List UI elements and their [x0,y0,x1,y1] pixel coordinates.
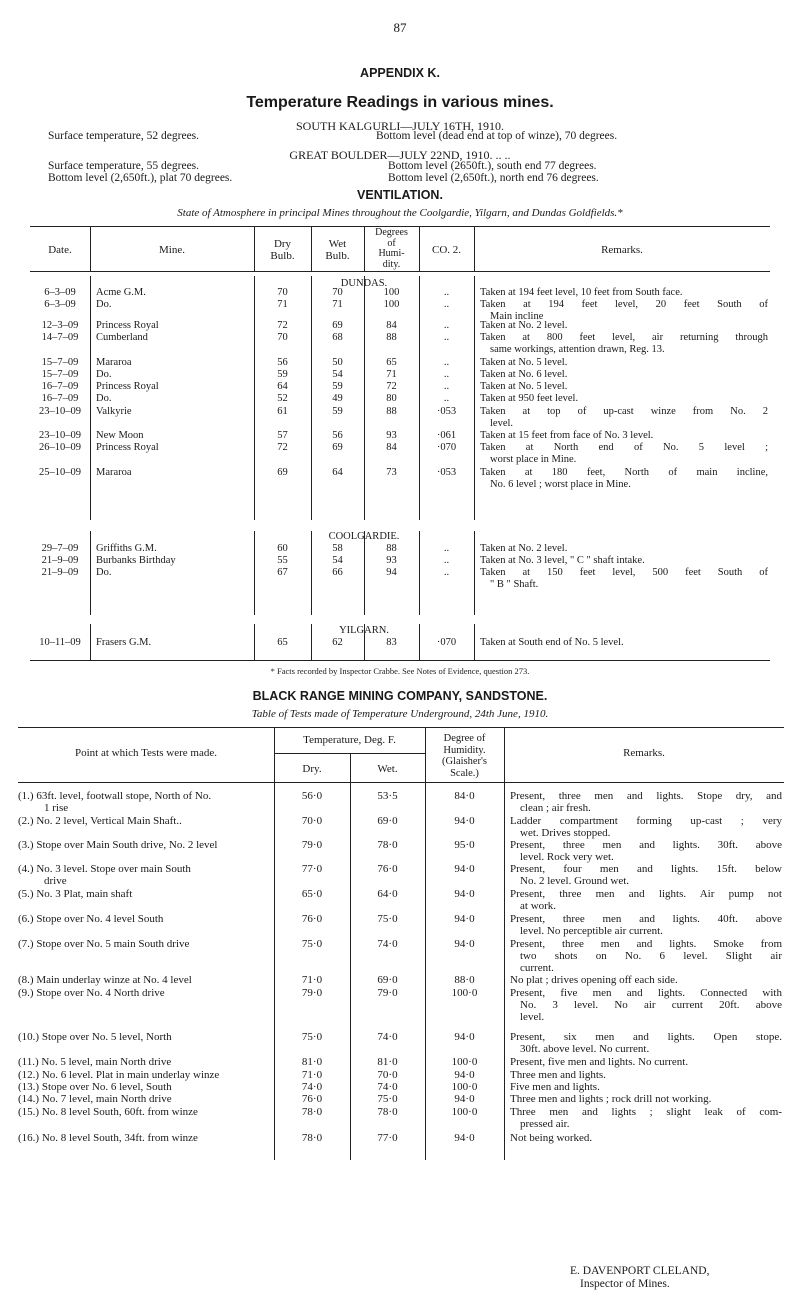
cell-remarks: Taken at 180 feet, North of main incline, No. 6 level ; worst place in Mine. [480,467,768,490]
cell-co2: .. [443,555,450,566]
black-range-subtitle: Table of Tests made of Temperature Underground, 24th June, 1910. [251,708,549,720]
cell-wet: 53·5 [377,790,398,802]
cell-wet: 81·0 [377,1056,398,1068]
cell-dry-bulb: 70 [277,287,288,298]
cell-dry: 77·0 [301,863,323,875]
cell-remarks: Taken at No. 5 level. [480,381,568,392]
page-title: Temperature Readings in various mines. [246,94,554,111]
cell-mine: Frasers G.M. [96,637,152,648]
cell-remarks: Present, four men and lights. 15ft. below No. 2 level. Ground wet. [510,863,782,887]
cell-wet-bulb: 56 [332,430,343,441]
cell-remarks: Taken at No. 5 level. [480,357,568,368]
cell-point: (3.) Stope over Main South drive, No. 2 level [18,839,218,851]
cell-humidity: 88 [386,543,397,554]
section-heading: COOLGARDIE. [328,531,400,542]
cell-humidity: 88 [386,332,397,343]
cell-mine: Mararoa [96,467,132,478]
cell-wet: 69·0 [377,974,398,986]
section-heading: DUNDAS. [340,278,388,289]
cell-wet: 69·0 [377,815,398,827]
cell-point: (12.) No. 6 level. Plat in main underlay winze [18,1069,220,1081]
south-kalgurli-surface: Surface temperature, 52 degrees. [48,130,200,142]
appendix-label: APPENDIX K. [360,66,440,80]
cell-remarks: Present, three men and lights. Smoke from two shots on No. 6 level. Slight air current. [510,938,782,974]
cell-co2: .. [443,287,450,298]
cell-remarks: Present, five men and lights. Connected with No. 3 level. No air current 20ft. above level. [510,987,782,1023]
cell-co2: .. [443,381,450,392]
cell-dry-bulb: 69 [277,467,288,478]
cell-humidity: 94·0 [454,888,475,900]
cell-date: 15–7–09 [41,369,79,380]
cell-humidity: 95·0 [454,839,475,851]
cell-humidity: 100 [383,299,400,310]
cell-point: (9.) Stope over No. 4 North drive [18,987,165,999]
cell-dry: 56·0 [301,790,323,802]
cell-humidity: 83 [386,637,397,648]
cell-dry-bulb: 61 [277,406,288,417]
cell-dry-bulb: 71 [277,299,288,310]
cell-co2: .. [443,299,450,310]
cell-wet-bulb: 68 [332,332,343,343]
cell-remarks: No plat ; drives opening off each side. [510,974,678,986]
cell-humidity: 100 [383,287,400,298]
cell-mine: Cumberland [96,332,148,343]
cell-mine: Do. [96,369,112,380]
cell-point: (11.) No. 5 level, main North drive [18,1056,172,1068]
cell-humidity: 84 [386,442,397,453]
cell-remarks: Present, three men and lights. Stope dry, and clean ; air fresh. [510,790,782,814]
cell-point: (6.) Stope over No. 4 level South [18,913,164,925]
cell-remarks: Taken at 950 feet level. [480,393,579,404]
cell-dry-bulb: 60 [277,543,288,554]
cell-humidity: 94·0 [454,1031,475,1043]
cell-remarks: Taken at 194 feet level, 10 feet from South face. [480,287,683,298]
cell-co2: ·053 [436,406,457,417]
cell-mine: Valkyrie [96,406,132,417]
cell-date: 14–7–09 [41,332,79,343]
cell-dry-bulb: 72 [277,442,288,453]
cell-mine: New Moon [96,430,144,441]
br-col-header-wet: Wet. [377,763,398,775]
cell-wet: 64·0 [377,888,398,900]
cell-dry: 71·0 [301,1069,323,1081]
cell-humidity: 71 [386,369,397,380]
cell-humidity: 94·0 [454,815,475,827]
cell-wet-bulb: 50 [332,357,343,368]
cell-wet-bulb: 62 [332,637,343,648]
cell-date: 6–3–09 [44,287,76,298]
cell-wet: 74·0 [377,938,398,950]
cell-wet: 74·0 [377,1031,398,1043]
great-boulder-bottom-plat: Bottom level (2,650ft.), plat 70 degrees. [48,172,233,184]
cell-co2: .. [443,369,450,380]
cell-humidity: 100·0 [451,1106,478,1118]
cell-dry-bulb: 57 [277,430,288,441]
cell-humidity: 72 [386,381,397,392]
cell-dry: 65·0 [301,888,323,900]
col-header-co2: CO. 2. [431,244,462,256]
cell-mine: Mararoa [96,357,132,368]
great-boulder-bottom-south: Bottom level (2650ft.), south end 77 degrees. [388,160,597,172]
cell-wet-bulb: 71 [332,299,343,310]
cell-date: 23–10–09 [39,406,81,417]
cell-wet-bulb: 69 [332,442,343,453]
cell-remarks: Taken at 15 feet from face of No. 3 level. [480,430,654,441]
signature-name: E. DAVENPORT CLELAND, [570,1265,710,1277]
br-col-header-point: Point at which Tests were made. [75,747,217,759]
cell-humidity: 80 [386,393,397,404]
page-number: 87 [393,20,407,35]
cell-mine: Princess Royal [96,442,159,453]
cell-point: (2.) No. 2 level, Vertical Main Shaft.. [18,815,182,827]
cell-wet-bulb: 58 [332,543,343,554]
cell-humidity: 73 [386,467,397,478]
br-col-header-remarks: Remarks. [623,747,665,759]
cell-mine: Princess Royal [96,381,159,392]
cell-mine: Griffiths G.M. [96,543,157,554]
cell-remarks: Taken at No. 2 level. [480,320,568,331]
cell-wet: 75·0 [377,1093,398,1105]
cell-mine: Do. [96,299,112,310]
cell-co2: ·061 [436,430,457,441]
cell-point: (7.) Stope over No. 5 main South drive [18,938,190,950]
cell-co2: .. [443,393,450,404]
cell-point: (15.) No. 8 level South, 60ft. from winze [18,1106,198,1118]
great-boulder-heading: GREAT BOULDER—JULY 22ND, 1910. .. .. [289,148,511,162]
cell-wet: 78·0 [377,839,398,851]
cell-remarks: Present, three men and lights. 40ft. above level. No perceptible air current. [510,913,782,937]
south-kalgurli-bottom: Bottom level (dead end at top of winze), 70 degrees. [376,130,618,142]
cell-humidity: 94·0 [454,1093,475,1105]
cell-date: 26–10–09 [39,442,81,453]
cell-date: 23–10–09 [39,430,81,441]
ventilation-subtitle: State of Atmosphere in principal Mines throughout the Coolgardie, Yilgarn, and Dundas Goldfields.* [177,207,623,219]
cell-dry-bulb: 65 [277,637,288,648]
cell-dry: 71·0 [301,974,323,986]
cell-dry-bulb: 70 [277,332,288,343]
cell-point: (8.) Main underlay winze at No. 4 level [18,974,192,986]
cell-dry-bulb: 64 [277,381,288,392]
cell-dry: 78·0 [301,1106,323,1118]
cell-humidity: 94·0 [454,863,475,875]
cell-co2: ·053 [436,467,457,478]
cell-humidity: 100·0 [451,987,478,999]
cell-humidity: 88·0 [454,974,475,986]
cell-humidity: 94 [386,567,397,578]
cell-remarks: Taken at South end of No. 5 level. [480,637,624,648]
cell-date: 25–10–09 [39,467,81,478]
cell-humidity: 100·0 [451,1081,478,1093]
cell-wet-bulb: 49 [332,393,343,404]
cell-mine: Princess Royal [96,320,159,331]
cell-dry-bulb: 67 [277,567,288,578]
cell-dry: 79·0 [301,987,323,999]
cell-wet-bulb: 69 [332,320,343,331]
cell-date: 15–7–09 [41,357,79,368]
cell-wet: 77·0 [377,1132,398,1144]
cell-dry-bulb: 56 [277,357,288,368]
cell-date: 6–3–09 [44,299,76,310]
cell-wet: 76·0 [377,863,398,875]
cell-remarks: Present, three men and lights. Air pump not at work. [510,888,782,912]
cell-humidity: 94·0 [454,938,475,950]
ventilation-heading: VENTILATION. [357,188,443,202]
cell-wet-bulb: 64 [332,467,343,478]
cell-dry: 75·0 [301,1031,323,1043]
col-header-dry-bulb: Dry Bulb. [270,238,295,262]
cell-remarks: Ladder compartment forming up-cast ; very wet. Drives stopped. [510,815,782,839]
cell-dry-bulb: 52 [277,393,288,404]
south-kalgurli-heading: SOUTH KALGURLI—JULY 16TH, 1910. [295,119,504,133]
cell-co2: ·070 [436,637,457,648]
cell-point: (13.) Stope over No. 6 level, South [18,1081,172,1093]
cell-point: (16.) No. 8 level South, 34ft. from winze [18,1132,198,1144]
cell-remarks: Taken at 800 feet level, air returning through same workings, attention drawn, Reg. 13. [480,332,768,355]
cell-humidity: 100·0 [451,1056,478,1068]
cell-wet: 70·0 [377,1069,398,1081]
cell-co2: .. [443,357,450,368]
cell-wet-bulb: 59 [332,406,343,417]
cell-dry: 75·0 [301,938,323,950]
black-range-heading: BLACK RANGE MINING COMPANY, SANDSTONE. [252,689,548,703]
cell-co2: ·070 [436,442,457,453]
signature-title: Inspector of Mines. [580,1278,670,1290]
cell-wet-bulb: 70 [332,287,343,298]
cell-remarks: Five men and lights. [510,1081,600,1093]
cell-mine: Do. [96,393,112,404]
cell-humidity: 94·0 [454,1132,475,1144]
great-boulder-bottom-north: Bottom level (2,650ft.), north end 76 degrees. [388,172,599,184]
cell-dry-bulb: 72 [277,320,288,331]
cell-remarks: Present, six men and lights. Open stope. 30ft. above level. No current. [510,1031,782,1055]
col-header-humidity: Degrees of Humi- dity. [375,227,408,270]
cell-dry: 70·0 [301,815,323,827]
cell-wet-bulb: 54 [332,555,343,566]
cell-remarks: Taken at North end of No. 5 level ; worst place in Mine. [480,442,768,465]
br-col-header-dry: Dry. [302,763,322,775]
cell-point: (5.) No. 3 Plat, main shaft [18,888,133,900]
cell-dry: 74·0 [301,1081,323,1093]
cell-wet-bulb: 54 [332,369,343,380]
cell-humidity: 84·0 [454,790,475,802]
cell-dry: 81·0 [301,1056,323,1068]
cell-wet: 79·0 [377,987,398,999]
cell-point: (10.) Stope over No. 5 level, North [18,1031,172,1043]
cell-date: 29–7–09 [41,543,79,554]
cell-date: 21–9–09 [41,567,79,578]
cell-wet: 78·0 [377,1106,398,1118]
cell-dry-bulb: 55 [277,555,288,566]
ventilation-footnote: * Facts recorded by Inspector Crabbe. See Notes of Evidence, question 273. [270,666,530,676]
cell-point: (14.) No. 7 level, main North drive [18,1093,172,1105]
cell-humidity: 84 [386,320,397,331]
cell-date: 16–7–09 [41,381,79,392]
cell-co2: .. [443,332,450,343]
cell-mine: Burbanks Birthday [96,555,176,566]
cell-mine: Do. [96,567,112,578]
cell-mine: Acme G.M. [96,287,146,298]
cell-point: (1.) 63ft. level, footwall stope, North of No. 1 rise [18,790,212,814]
cell-dry: 78·0 [301,1132,323,1144]
br-col-header-temperature: Temperature, Deg. F. [303,734,396,746]
cell-remarks: Taken at No. 6 level. [480,369,568,380]
section-heading: YILGARN. [339,625,389,636]
br-col-header-humidity: Degree of Humidity. (Glaisher's Scale.) [441,733,488,779]
cell-wet-bulb: 59 [332,381,343,392]
cell-dry: 79·0 [301,839,323,851]
col-header-mine: Mine. [159,244,185,256]
col-header-date: Date. [48,244,72,256]
great-boulder-surface: Surface temperature, 55 degrees. [48,160,200,172]
cell-date: 21–9–09 [41,555,79,566]
cell-wet: 75·0 [377,913,398,925]
col-header-remarks: Remarks. [601,244,643,256]
cell-date: 10–11–09 [39,637,81,648]
cell-co2: .. [443,543,450,554]
cell-dry-bulb: 59 [277,369,288,380]
cell-remarks: Present, five men and lights. No current. [510,1056,689,1068]
cell-remarks: Present, three men and lights. 30ft. above level. Rock very wet. [510,839,782,863]
cell-remarks: Taken at top of up-cast winze from No. 2 level. [480,406,768,429]
cell-humidity: 94·0 [454,913,475,925]
cell-wet: 74·0 [377,1081,398,1093]
cell-co2: .. [443,320,450,331]
cell-remarks: Three men and lights. [510,1069,606,1081]
cell-point: (4.) No. 3 level. Stope over main South drive [18,863,191,887]
cell-dry: 76·0 [301,1093,323,1105]
cell-remarks: Three men and lights ; slight leak of com- pressed air. [510,1106,782,1130]
cell-date: 16–7–09 [41,393,79,404]
cell-co2: .. [443,567,450,578]
cell-humidity: 93 [386,555,397,566]
cell-remarks: Taken at No. 3 level, " C " shaft intake. [480,555,645,566]
cell-remarks: Taken at 150 feet level, 500 feet South of " B " Shaft. [480,567,768,590]
cell-humidity: 93 [386,430,397,441]
cell-wet-bulb: 66 [332,567,343,578]
cell-date: 12–3–09 [41,320,79,331]
cell-humidity: 94·0 [454,1069,475,1081]
cell-remarks: Taken at No. 2 level. [480,543,568,554]
cell-humidity: 65 [386,357,397,368]
cell-remarks: Taken at 194 feet level, 20 feet South of Main incline [480,299,768,322]
col-header-wet-bulb: Wet Bulb. [325,238,350,262]
cell-remarks: Three men and lights ; rock drill not working. [510,1093,712,1105]
cell-humidity: 88 [386,406,397,417]
cell-dry: 76·0 [301,913,323,925]
cell-remarks: Not being worked. [510,1132,593,1144]
